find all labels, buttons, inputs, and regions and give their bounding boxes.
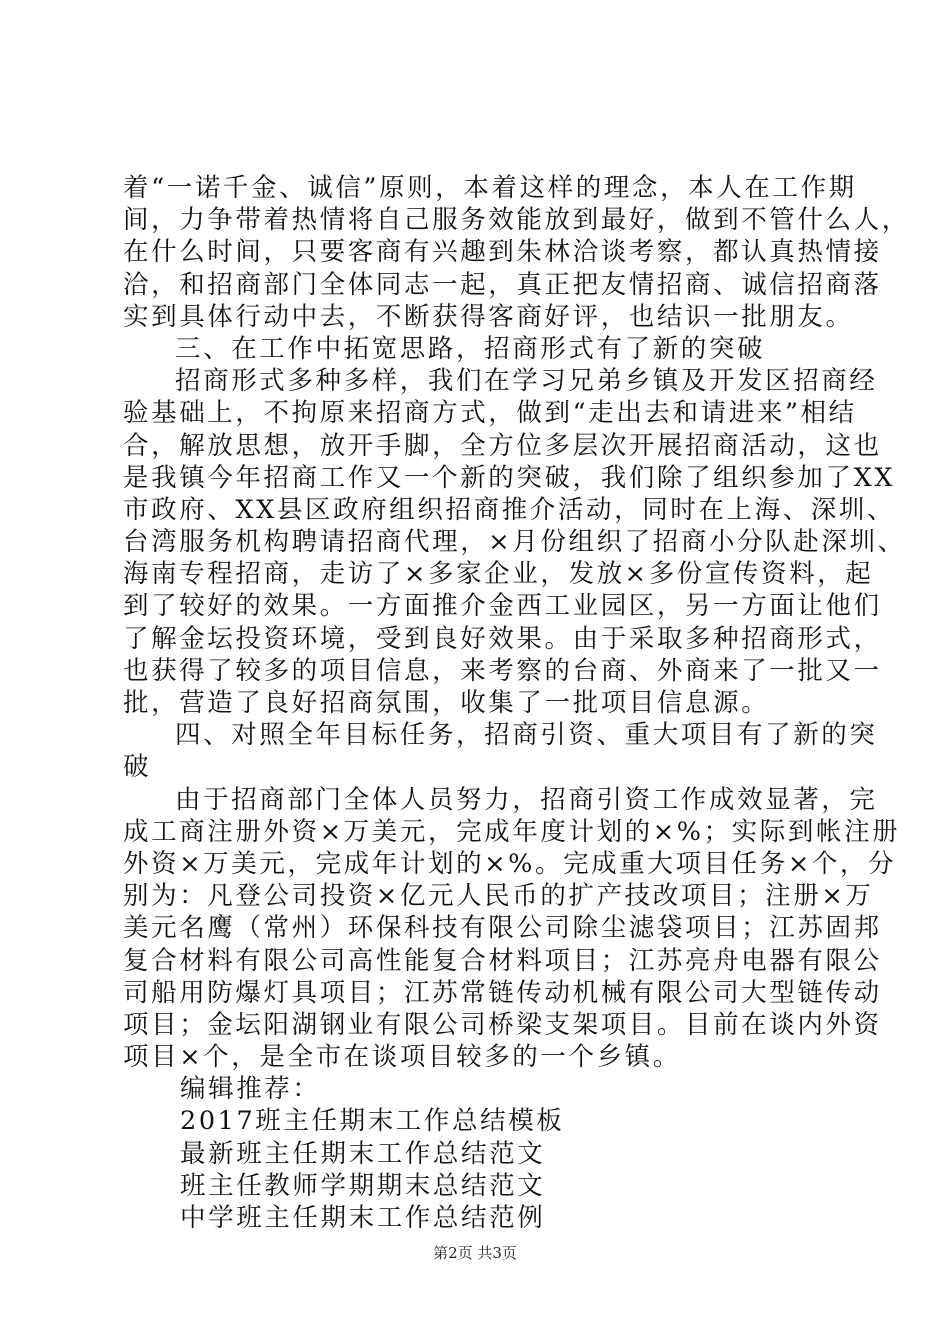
section-heading-3: 三、在工作中拓宽思路，招商形式有了新的突破 [175, 333, 766, 364]
section-heading-4-continued: 破 [123, 752, 152, 783]
paragraph-line: 项目；金坛阳湖钢业有限公司桥梁支架项目。目前在谈内外资 [123, 1009, 882, 1040]
section-heading-4: 四、对照全年目标任务，招商引资、重大项目有了新的突 [175, 720, 878, 751]
recommended-link[interactable]: 2017班主任期末工作总结模板 [180, 1106, 565, 1137]
paragraph-line: 台湾服务机构聘请招商代理，×月份组织了招商小分队赴深圳、 [123, 527, 906, 558]
document-body [123, 172, 910, 1234]
recommend-label: 编辑推荐： [180, 1074, 321, 1105]
page-footer [0, 1243, 950, 1263]
recommended-link[interactable]: 最新班主任期末工作总结范文 [180, 1138, 546, 1169]
paragraph-line: 批，营造了良好招商氛围，收集了一批项目信息源。 [123, 688, 770, 718]
paragraph-line: 是我镇今年招商工作又一个新的突破，我们除了组织参加了XX [123, 462, 896, 493]
paragraph-line: 也获得了较多的项目信息，来考察的台商、外商来了一批又一 [123, 655, 882, 686]
paragraph-line: 招商形式多种多样，我们在学习兄弟乡镇及开发区招商经 [175, 366, 878, 397]
paragraph-line: 海南专程招商，走访了×多家企业，发放×多份宣传资料，起 [123, 559, 874, 590]
paragraph-line: 司船用防爆灯具项目；江苏常链传动机械有限公司大型链传动 [123, 977, 882, 1008]
paragraph-line: 成工商注册外资×万美元，完成年度计划的×%；实际到帐注册 [123, 816, 901, 847]
paragraph-line: 美元名鹰（常州）环保科技有限公司除尘滤袋项目；江苏固邦 [123, 913, 882, 944]
paragraph-line: 验基础上，不拘原来招商方式，做到“走出去和请进来”相结 [123, 398, 857, 429]
paragraph-line: 在什么时间，只要客商有兴趣到朱林洽谈考察，都认真热情接 [123, 237, 882, 268]
paragraph-line: 了解金坛投资环境，受到良好效果。由于采取多种招商形式， [123, 623, 882, 654]
paragraph-line: 项目×个，是全市在谈项目较多的一个乡镇。 [123, 1042, 681, 1073]
paragraph-line: 别为：凡登公司投资×亿元人民币的扩产技改项目；注册×万 [123, 881, 874, 912]
page-number: 第2页 共3页 [433, 1244, 517, 1262]
paragraph-line: 合，解放思想，放开手脚，全方位多层次开展招商活动，这也 [123, 430, 882, 461]
paragraph-line: 由于招商部门全体人员努力，招商引资工作成效显著，完 [175, 784, 878, 815]
paragraph-line: 间，力争带着热情将自己服务效能放到最好，做到不管什么人， [123, 205, 910, 236]
paragraph-line: 着“一诺千金、诚信”原则，本着这样的理念，本人在工作期 [123, 173, 857, 203]
recommended-link[interactable]: 中学班主任期末工作总结范例 [180, 1203, 546, 1233]
recommended-link[interactable]: 班主任教师学期期末总结范文 [180, 1170, 546, 1201]
paragraph-line: 实到具体行动中去，不断获得客商好评，也结识一批朋友。 [123, 301, 854, 332]
paragraph-line: 市政府、XX县区政府组织招商推介活动，同时在上海、深圳、 [123, 494, 896, 525]
paragraph-line: 复合材料有限公司高性能复合材料项目；江苏亮舟电器有限公 [123, 945, 882, 976]
paragraph-line: 洽，和招商部门全体同志一起，真正把友情招商、诚信招商落 [123, 269, 882, 300]
paragraph-line: 到了较好的效果。一方面推介金西工业园区，另一方面让他们 [123, 591, 882, 622]
paragraph-line: 外资×万美元，完成年计划的×%。完成重大项目任务×个，分 [123, 848, 897, 879]
